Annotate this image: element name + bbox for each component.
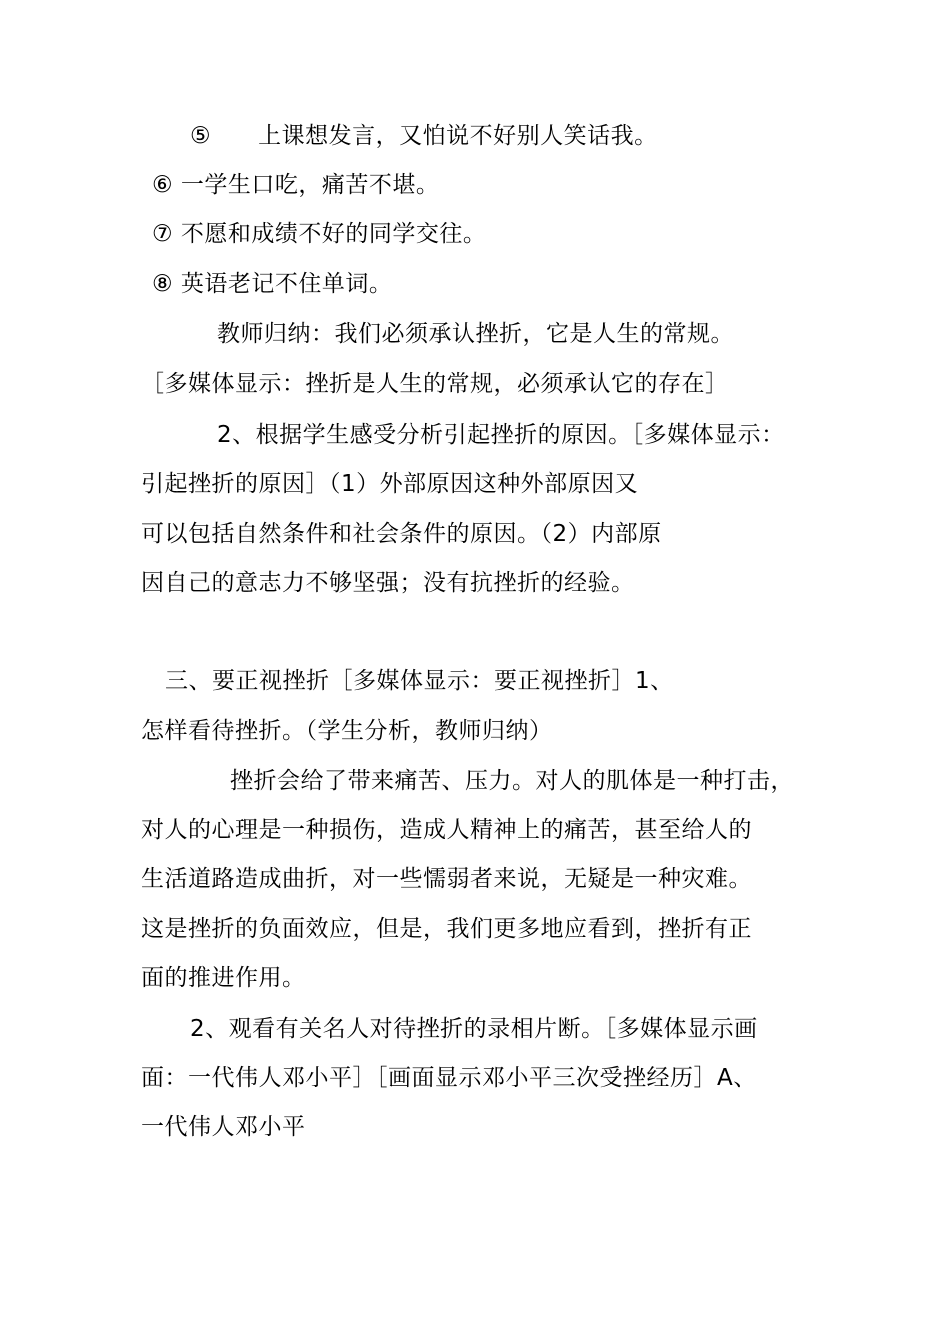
text-line-17: 面的推进作用。 (141, 965, 306, 991)
text-line-9: 可以包括自然条件和社会条件的原因。（2）内部原 (141, 521, 662, 547)
text-line-1: ⑤ 上课想发言，又怕说不好别人笑话我。 (190, 123, 658, 149)
text-line-16: 这是挫折的负面效应，但是，我们更多地应看到，挫折有正 (141, 916, 752, 942)
text-line-3: ⑦ 不愿和成绩不好的同学交往。 (152, 221, 487, 247)
text-line-18: 2、观看有关名人对待挫折的录相片断。［多媒体显示画 (190, 1016, 758, 1042)
text-line-7: 2、根据学生感受分析引起挫折的原因。［多媒体显示： (217, 422, 785, 448)
text-line-2: ⑥ 一学生口吃，痛苦不堪。 (152, 172, 440, 198)
text-line-14: 对人的心理是一种损伤，造成人精神上的痛苦，甚至给人的 (141, 817, 752, 843)
text-line-6: ［多媒体显示：挫折是人生的常规，必须承认它的存在］ (141, 371, 729, 397)
text-line-15: 生活道路造成曲折，对一些懦弱者来说，无疑是一种灾难。 (141, 866, 752, 892)
text-line-11: 三、要正视挫折［多媒体显示：要正视挫折］1、 (165, 668, 674, 694)
text-line-20: 一代伟人邓小平 (141, 1114, 306, 1140)
text-line-5: 教师归纳：我们必须承认挫折，它是人生的常规。 (217, 321, 734, 347)
text-line-13: 挫折会给了带来痛苦、压力。对人的肌体是一种打击， (230, 768, 794, 794)
text-line-19: 面：一代伟人邓小平］［画面显示邓小平三次受挫经历］A、 (141, 1065, 757, 1091)
text-line-4: ⑧ 英语老记不住单词。 (152, 271, 393, 297)
text-line-12: 怎样看待挫折。（学生分析，教师归纳） (141, 718, 553, 744)
text-line-10: 因自己的意志力不够坚强；没有抗挫折的经验。 (141, 570, 635, 596)
text-line-8: 引起挫折的原因］（1）外部原因这种外部原因又 (141, 471, 639, 497)
